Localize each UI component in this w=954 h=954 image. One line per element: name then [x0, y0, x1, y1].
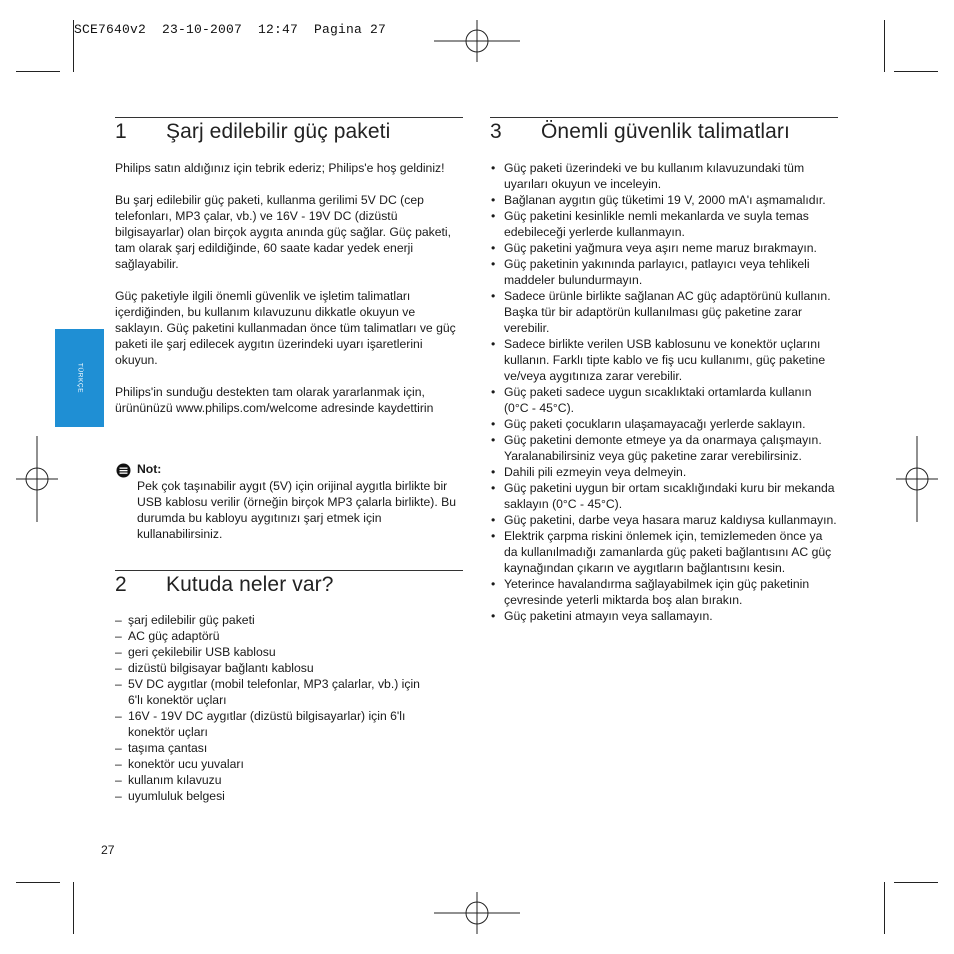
list-item: • Güç paketini uygun bir ortam sıcaklığındaki kuru bir mekanda saklayın (0°C - 45°C). [491, 480, 838, 512]
note-text: Pek çok taşınabilir aygıt (5V) için orijinal aygıtla birlikte bir USB kablosu verilir (örneğin birçok MP3 çalarla birlikte). Bu durumda bu kabloyu aygıtınızı şarj etmek için kullanabilirsiniz. [137, 479, 457, 541]
paragraph: Philips'in sunduğu destekten tam olarak yararlanmak için, ürününüzü www.philips.com/welcome adresinde kaydettirin [115, 385, 434, 415]
section-1-rule [115, 117, 463, 118]
list-item: • Sadece birlikte verilen USB kablosunu ve konektör uçlarını kullanın. Farklı tipte kablo ve fiş ucu kullanımı, güç paketine ve/veya aygıtınıza zarar verebilir. [491, 336, 838, 384]
section-2-list-container [115, 612, 435, 804]
language-tab-label: TÜRKÇE [76, 362, 83, 394]
list-item: – AC güç adaptörü [115, 628, 435, 644]
section-3-rule [490, 117, 838, 118]
list-item: • Güç paketi üzerindeki ve bu kullanım kılavuzundaki tüm uyarıları okuyun ve inceleyin. [491, 160, 838, 192]
list-item: – uyumluluk belgesi [115, 788, 435, 804]
crop-mark [894, 71, 938, 72]
list-item: • Güç paketinin yakınında parlayıcı, patlayıcı veya tehlikeli maddeler bulundurmayın. [491, 256, 838, 288]
paragraph: Philips satın aldığınız için tebrik ederiz; Philips'e hoş geldiniz! [115, 161, 445, 175]
list-item: • Yeterince havalandırma sağlayabilmek için güç paketinin çevresinde yeterli miktarda boş alan bırakın. [491, 576, 838, 608]
section-3-title: Önemli güvenlik talimatları [541, 120, 790, 143]
registration-mark-icon [16, 436, 58, 522]
list-item: – 5V DC aygıtlar (mobil telefonlar, MP3 çalarlar, vb.) için 6'lı konektör uçları [115, 676, 435, 708]
crop-mark [894, 882, 938, 883]
list-item: • Güç paketi çocukların ulaşamayacağı yerlerde saklayın. [491, 416, 838, 432]
list-item: – taşıma çantası [115, 740, 435, 756]
list-item: • Güç paketini, darbe veya hasara maruz kaldıysa kullanmayın. [491, 512, 838, 528]
list-item: – 16V - 19V DC aygıtlar (dizüstü bilgisayarlar) için 6'lı konektör uçları [115, 708, 435, 740]
section-2-title: Kutuda neler var? [166, 573, 334, 596]
crop-mark [73, 20, 74, 72]
section-3-heading [490, 120, 838, 148]
section-1-body [115, 160, 465, 432]
list-item: • Güç paketini atmayın veya sallamayın. [491, 608, 838, 624]
list-item: – konektör ucu yuvaları [115, 756, 435, 772]
registration-mark-icon [896, 436, 938, 522]
registration-mark-icon [434, 20, 520, 62]
list-item: • Sadece ürünle birlikte sağlanan AC güç adaptörünü kullanın. Başka tür bir adaptörün kullanılması güç paketine zarar verebilir. [491, 288, 838, 336]
crop-mark [884, 882, 885, 934]
section-3-number: 3 [490, 120, 502, 143]
note-label: Not: [137, 462, 162, 476]
list-item: • Bağlanan aygıtın güç tüketimi 19 V, 2000 mA'ı aşmamalıdır. [491, 192, 838, 208]
list-item: – dizüstü bilgisayar bağlantı kablosu [115, 660, 435, 676]
safety-list [491, 160, 838, 624]
note-icon [116, 463, 131, 478]
section-2-rule [115, 570, 463, 571]
list-item: • Dahili pili ezmeyin veya delmeyin. [491, 464, 838, 480]
print-meta: SCE7640v2 23-10-2007 12:47 Pagina 27 [74, 22, 387, 37]
contents-list [115, 612, 435, 804]
paragraph: Bu şarj edilebilir güç paketi, kullanma gerilimi 5V DC (cep telefonları, MP3 çalar, vb.) ve 16V - 19V DC (dizüstü bilgisayarlar) olan birçok aygıta anında güç sağlar. Güç paketi, tam olarak şarj edildiğinde, 60 saate kadar yedek enerji sağlayabilir. [115, 193, 452, 271]
list-item: – geri çekilebilir USB kablosu [115, 644, 435, 660]
registration-mark-icon [434, 892, 520, 934]
section-2-heading [115, 573, 463, 601]
paragraph: Güç paketiyle ilgili önemli güvenlik ve işletim talimatları içerdiğinden, bu kullanım kılavuzunu dikkatle okuyun ve saklayın. Güç paketini kullanmadan önce tüm talimatları ve güç paketi ile şarj edilecek aygıtın üzerindeki uyarı işaretlerini okuyun. [115, 289, 456, 367]
section-1-title: Şarj edilebilir güç paketi [166, 120, 391, 143]
list-item: • Güç paketini demonte etmeye ya da onarmaya çalışmayın. Yaralanabilirsiniz veya güç paketine zarar verebilirsiniz. [491, 432, 838, 464]
section-1-heading [115, 120, 463, 148]
crop-mark [16, 71, 60, 72]
list-item: – şarj edilebilir güç paketi [115, 612, 435, 628]
crop-mark [16, 882, 60, 883]
page-number: 27 [101, 843, 115, 857]
section-3-list-container [491, 160, 838, 624]
section-2-number: 2 [115, 573, 127, 596]
language-tab [55, 329, 104, 427]
crop-mark [884, 20, 885, 72]
list-item: • Güç paketi sadece uygun sıcaklıktaki ortamlarda kullanın (0°C - 45°C). [491, 384, 838, 416]
list-item: • Güç paketini yağmura veya aşırı neme maruz bırakmayın. [491, 240, 838, 256]
list-item: • Güç paketini kesinlikle nemli mekanlarda ve suyla temas edebileceği yerlerde kullanmayın. [491, 208, 838, 240]
section-1-number: 1 [115, 120, 127, 143]
crop-mark [73, 882, 74, 934]
list-item: – kullanım kılavuzu [115, 772, 435, 788]
list-item: • Elektrik çarpma riskini önlemek için, temizlemeden önce ya da kullanılmadığı zamanlarda güç paketi bağlantısını AC güç kaynağından çıkarın ve aygıtların bağlantısını kesin. [491, 528, 838, 576]
